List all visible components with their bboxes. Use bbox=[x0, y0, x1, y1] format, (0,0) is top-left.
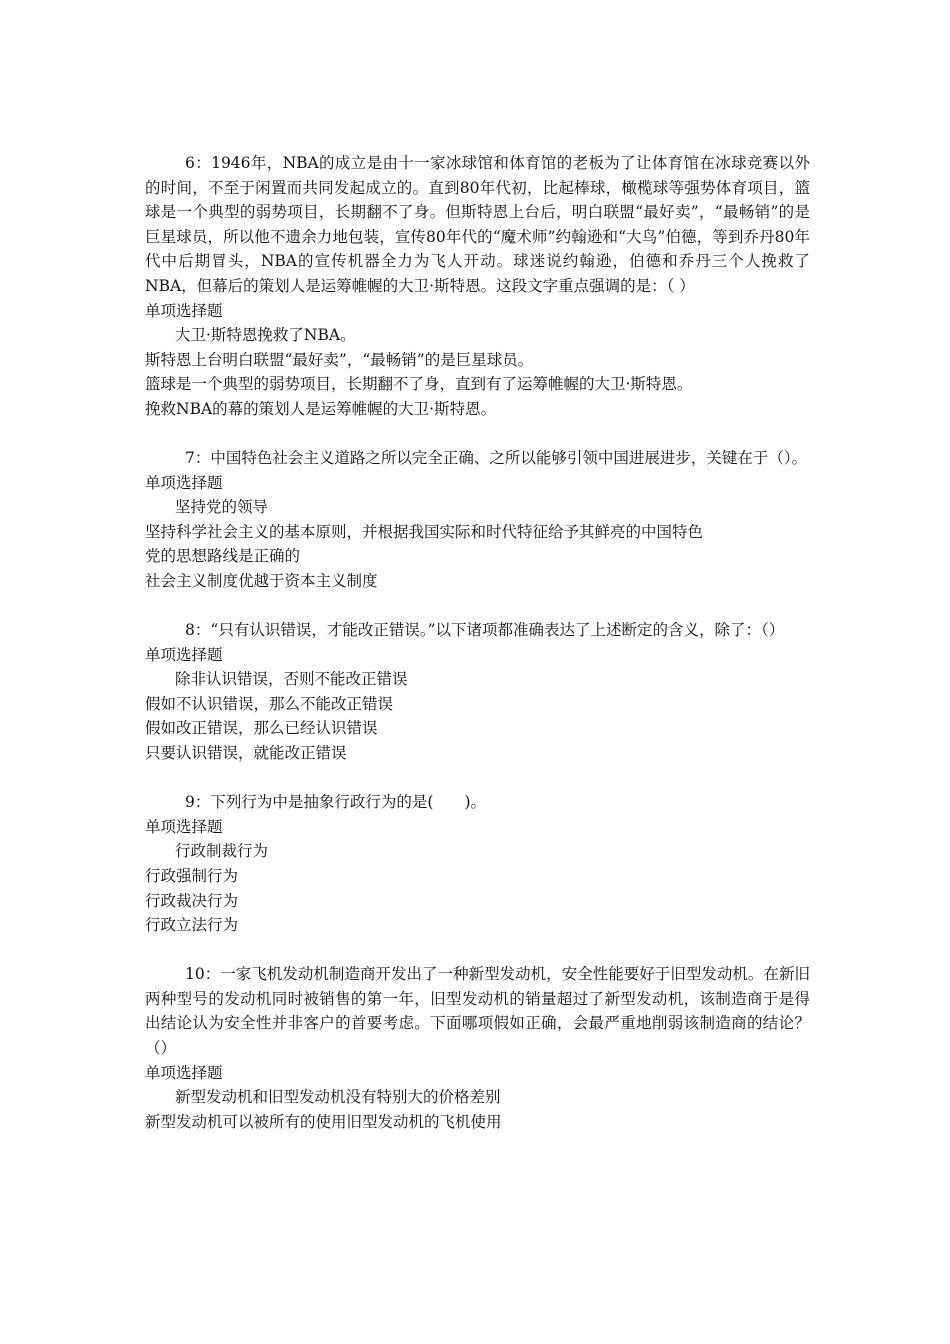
option-2: 假如不认识错误，那么不能改正错误 bbox=[145, 694, 394, 713]
question-text: 8：“只有认识错误，才能改正错误。”以下诸项都准确表达了上述断定的含义，除了：（） bbox=[185, 621, 785, 640]
option-3: 行政裁决行为 bbox=[145, 891, 239, 910]
option-4: 挽救NBA的幕的策划人是运筹帷幄的大卫·斯特恩。 bbox=[145, 399, 497, 418]
question-type: 单项选择题 bbox=[145, 1063, 223, 1082]
question-number: 6 bbox=[185, 154, 195, 172]
option-4: 行政立法行为 bbox=[145, 916, 239, 935]
option-2: 坚持科学社会主义的基本原则，并根据我国实际和时代特征给予其鲜亮的中国特色 bbox=[145, 522, 704, 541]
option-2: 斯特恩上台明白联盟“最好卖”，“最畅销”的是巨星球员。 bbox=[145, 350, 534, 369]
option-3: 党的思想路线是正确的 bbox=[145, 547, 301, 566]
question-9 bbox=[145, 790, 810, 938]
option-3: 篮球是一个典型的弱势项目，长期翻不了身，直到有了运筹帷幄的大卫·斯特恩。 bbox=[145, 375, 693, 394]
question-type: 单项选择题 bbox=[145, 817, 223, 836]
question-number: 9 bbox=[185, 793, 195, 812]
question-stem: “只有认识错误，才能改正错误。”以下诸项都准确表达了上述断定的含义，除了：（） bbox=[210, 621, 785, 640]
question-list bbox=[145, 151, 810, 1159]
question-10 bbox=[145, 962, 810, 1134]
option-1: 除非认识错误，否则不能改正错误 bbox=[175, 670, 408, 689]
option-4: 只要认识错误，就能改正错误 bbox=[145, 744, 347, 763]
option-3: 假如改正错误，那么已经认识错误 bbox=[145, 719, 378, 738]
question-type: 单项选择题 bbox=[145, 301, 223, 320]
question-text: 7：中国特色社会主义道路之所以完全正确、之所以能够引领中国进展进步，关键在于（）。 bbox=[185, 449, 808, 468]
question-stem: 下列行为中是抽象行政行为的是( )。 bbox=[210, 793, 486, 812]
question-7 bbox=[145, 446, 810, 594]
option-1: 大卫·斯特恩挽救了NBA。 bbox=[175, 326, 356, 345]
question-stem: 1946年，NBA的成立是由十一家冰球馆和体育馆的老板为了让体育馆在冰球竞赛以外的时间，不至于闲置而共同发起成立的。直到80年代初，比起棒球，橄榄球等强势体育项目，篮球是一个典型的弱势项目，长期翻不了身。但斯特恩上台后，明白联盟“最好卖”，“最畅销”的是巨星球员，所以他不遗余力地包装，宣传80年代的“魔术师”约翰逊和“大鸟”伯德，等到乔丹80年代中后期冒头，NBA的宣传机器全力为飞人开动。球迷说约翰逊，伯德和乔丹三个人挽救了NBA，但幕后的策划人是运筹帷幄的大卫·斯特恩。这段文字重点强调的是：（ ） bbox=[145, 154, 810, 295]
option-1: 行政制裁行为 bbox=[175, 842, 269, 861]
question-text: 6：1946年，NBA的成立是由十一家冰球馆和体育馆的老板为了让体育馆在冰球竞赛以外的时间，不至于闲置而共同发起成立的。直到80年代初，比起棒球，橄榄球等强势体育项目，篮球是一个典型的弱势项目，长期翻不了身。但斯特恩上台后，明白联盟“最好卖”，“最畅销”的是巨星球员，所以他不遗余力地包装，宣传80年代的“魔术师”约翰逊和“大鸟”伯德，等到乔丹80年代中后期冒头，NBA的宣传机器全力为飞人开动。球迷说约翰逊，伯德和乔丹三个人挽救了NBA，但幕后的策划人是运筹帷幄的大卫·斯特恩。这段文字重点强调的是：（ ） bbox=[145, 154, 810, 295]
question-number: 10 bbox=[185, 965, 205, 984]
option-2: 行政强制行为 bbox=[145, 866, 239, 885]
question-stem: 一家飞机发动机制造商开发出了一种新型发动机，安全性能要好于旧型发动机。在新旧两种型号的发动机同时被销售的第一年，旧型发动机的销量超过了新型发动机，该制造商于是得出结论认为安全性并非客户的首要考虑。下面哪项假如正确，会最严重地削弱该制造商的结论？（） bbox=[145, 965, 810, 1057]
question-text: 9：下列行为中是抽象行政行为的是( )。 bbox=[185, 793, 486, 812]
question-type: 单项选择题 bbox=[145, 645, 223, 664]
option-4: 社会主义制度优越于资本主义制度 bbox=[145, 572, 378, 590]
question-8 bbox=[145, 618, 810, 766]
option-1: 新型发动机和旧型发动机没有特别大的价格差别 bbox=[175, 1088, 501, 1107]
question-type: 单项选择题 bbox=[145, 473, 223, 492]
question-stem: 中国特色社会主义道路之所以完全正确、之所以能够引领中国进展进步，关键在于（）。 bbox=[210, 449, 808, 468]
question-number: 7 bbox=[185, 449, 195, 468]
question-text: 10：一家飞机发动机制造商开发出了一种新型发动机，安全性能要好于旧型发动机。在新旧两种型号的发动机同时被销售的第一年，旧型发动机的销量超过了新型发动机，该制造商于是得出结论认为安全性并非客户的首要考虑。下面哪项假如正确，会最严重地削弱该制造商的结论？（） bbox=[145, 965, 810, 1057]
option-2: 新型发动机可以被所有的使用旧型发动机的飞机使用 bbox=[145, 1112, 502, 1131]
option-1: 坚持党的领导 bbox=[175, 498, 269, 517]
question-6 bbox=[145, 151, 810, 422]
question-number: 8 bbox=[185, 621, 195, 640]
